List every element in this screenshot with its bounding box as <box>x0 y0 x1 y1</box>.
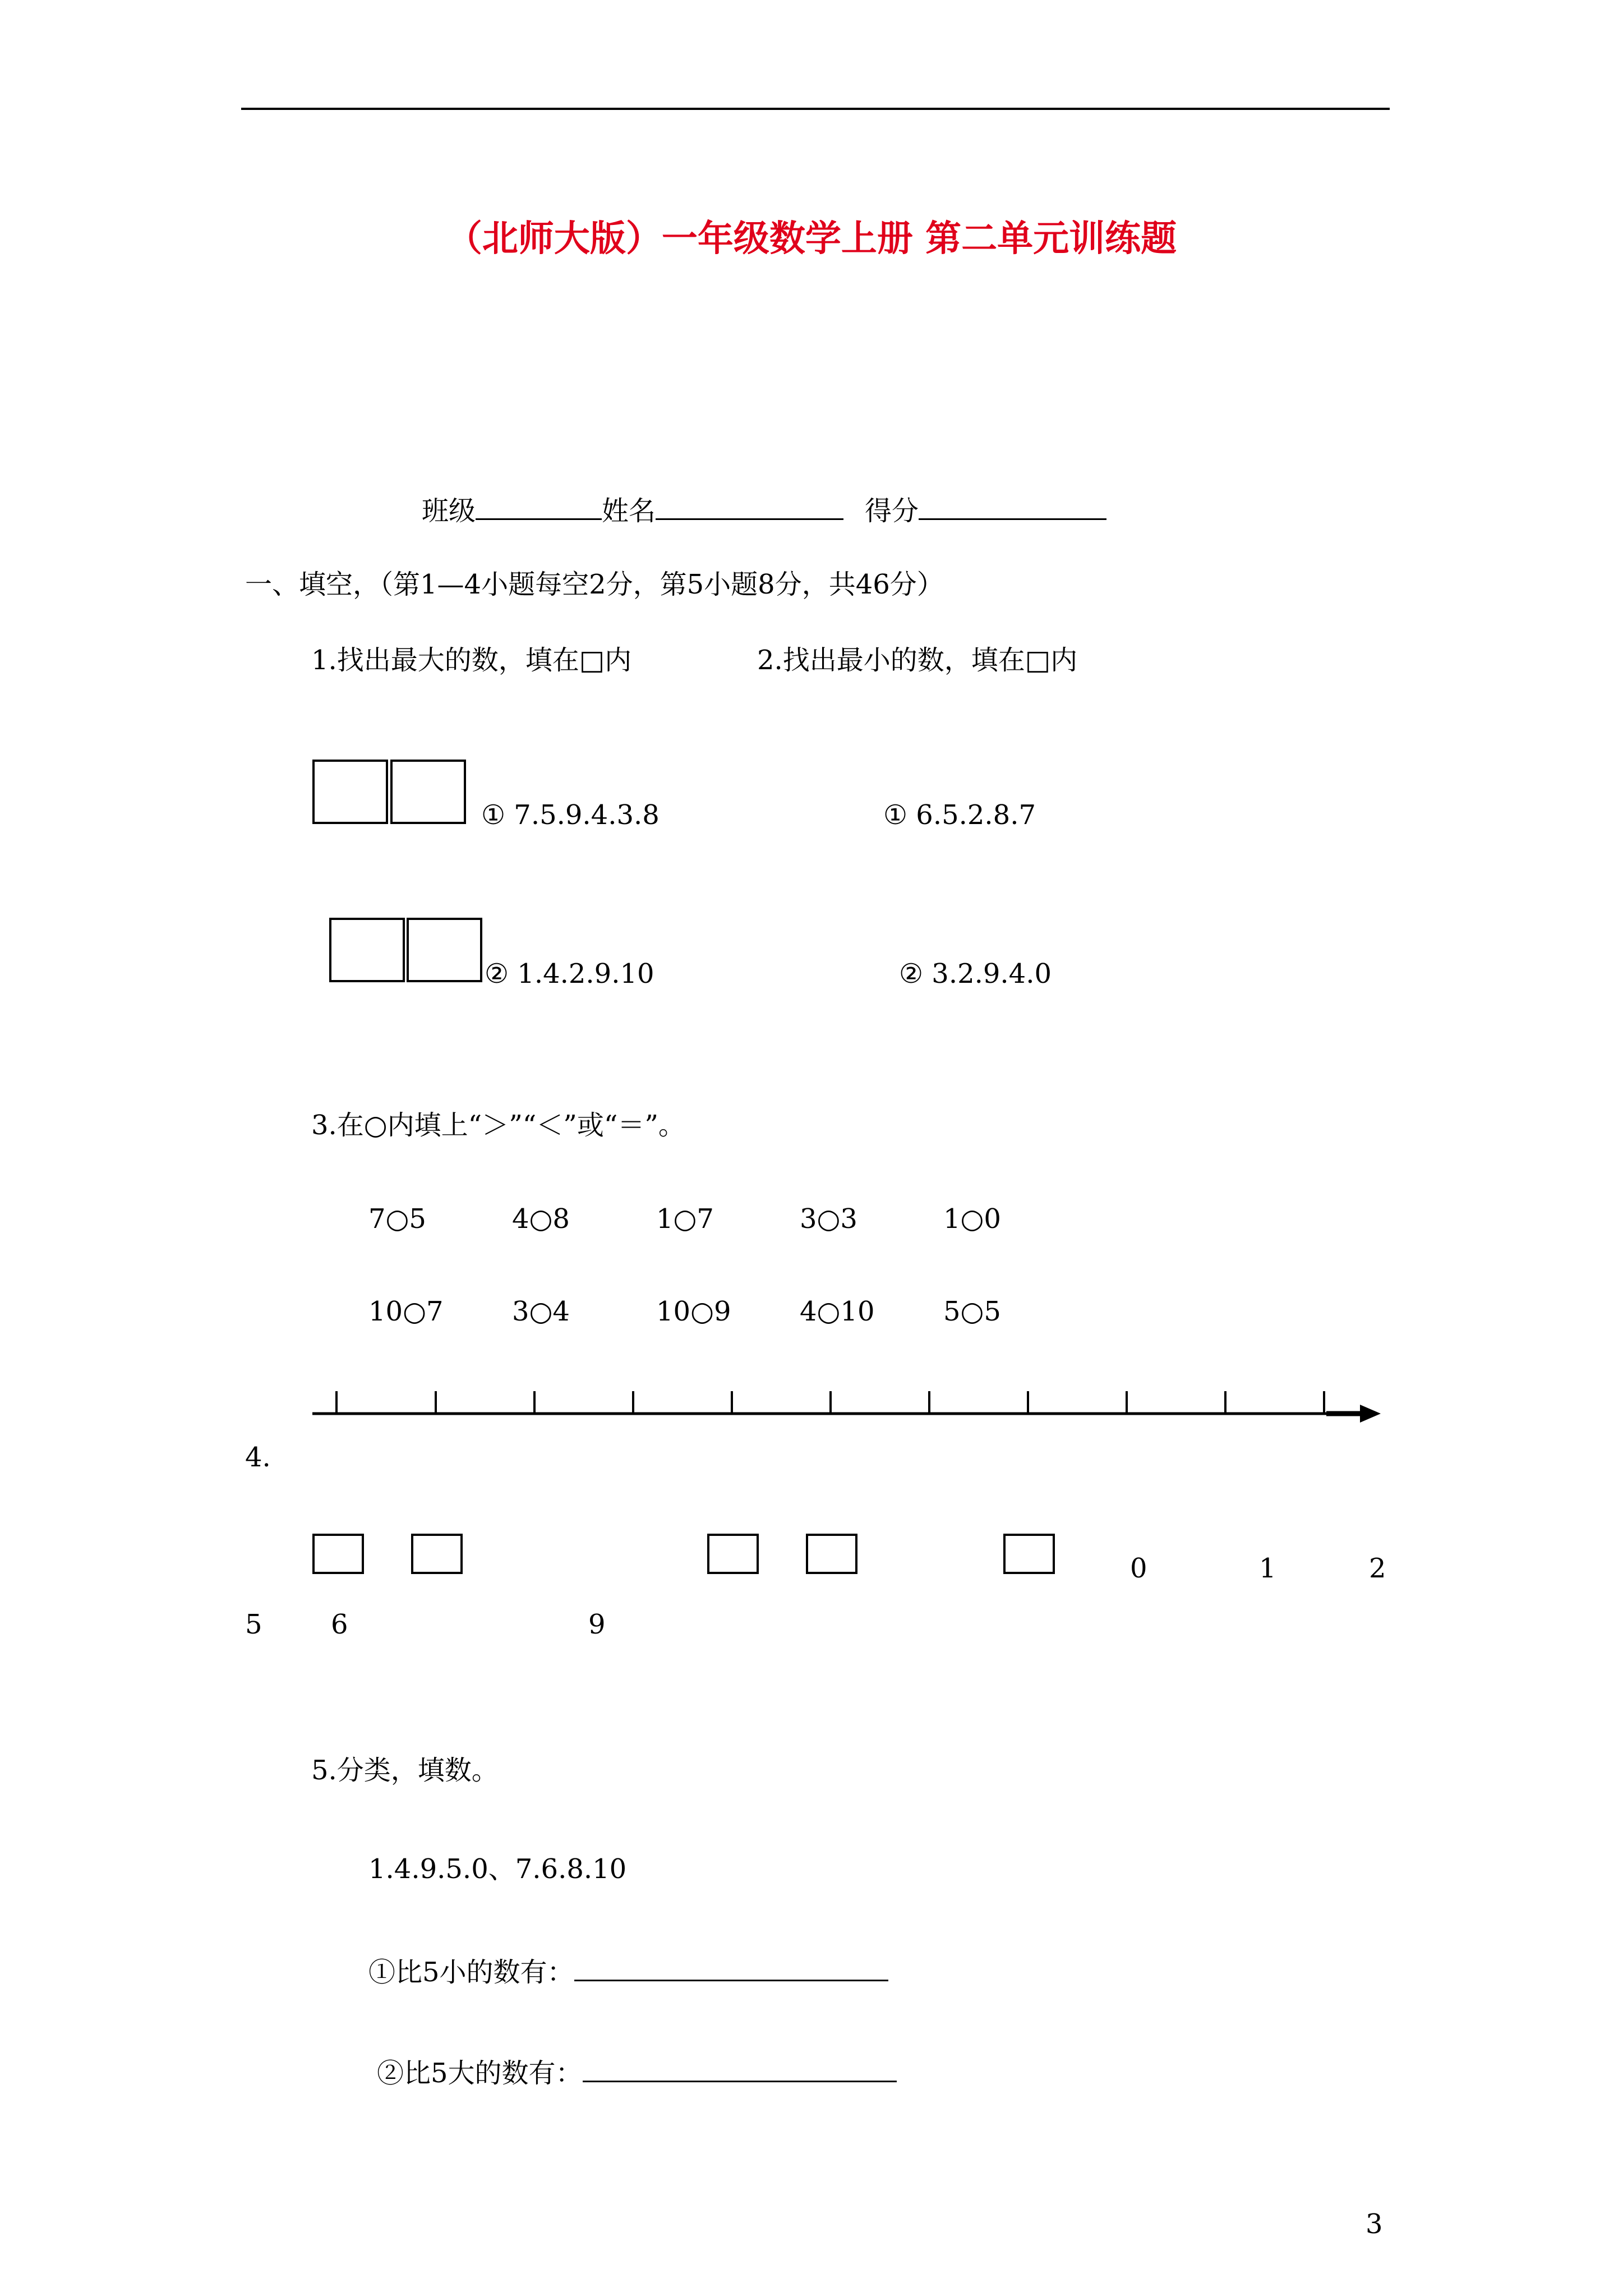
q1-item-1: ① 7.5.9.4.3.8 <box>481 799 660 831</box>
q5-bigger-blank[interactable] <box>583 2056 897 2082</box>
q4-number: 1 <box>1259 1553 1276 1584</box>
q5-smaller-label: ①比5小的数有： <box>368 1957 574 1988</box>
q1-answer-box-2b[interactable] <box>407 918 482 982</box>
q5-bigger-line <box>377 2056 897 2089</box>
q1-answer-box-1b[interactable] <box>390 760 466 824</box>
class-blank[interactable] <box>476 494 602 520</box>
q2-prompt: 2.找出最小的数，填在□内 <box>757 645 1078 676</box>
q4-answer-box[interactable] <box>312 1534 364 1574</box>
section-heading: 一、填空，（第1—4小题每空2分，第5小题8分，共46分） <box>245 569 944 600</box>
q3-compare[interactable]: 4○10 <box>800 1296 875 1327</box>
q2-item-1: ① 6.5.2.8.7 <box>883 799 1036 831</box>
q4-number: 0 <box>1130 1553 1147 1584</box>
page-number: 3 <box>1366 2208 1383 2240</box>
q4-answer-box[interactable] <box>806 1534 857 1574</box>
q5-bigger-label: ②比5大的数有： <box>377 2058 583 2089</box>
q1-prompt: 1.找出最大的数，填在□内 <box>311 645 632 676</box>
score-label: 得分 <box>865 495 919 527</box>
name-blank[interactable] <box>656 494 843 520</box>
q3-compare[interactable]: 10○7 <box>368 1296 444 1327</box>
q3-compare[interactable]: 1○0 <box>943 1203 1001 1235</box>
q3-compare[interactable]: 5○5 <box>943 1296 1001 1327</box>
q5-numbers: 1.4.9.5.0、7.6.8.10 <box>368 1853 627 1885</box>
q4-number: 9 <box>588 1609 606 1640</box>
name-label: 姓名 <box>602 495 656 527</box>
q1-answer-box-1a[interactable] <box>312 760 388 824</box>
q4-number: 2 <box>1369 1553 1386 1584</box>
q4-answer-box[interactable] <box>411 1534 463 1574</box>
q3-prompt: 3.在○内填上“＞”“＜”或“＝”。 <box>311 1110 685 1141</box>
q4-answer-box[interactable] <box>707 1534 759 1574</box>
q5-smaller-line <box>368 1955 888 1988</box>
q5-smaller-blank[interactable] <box>574 1955 888 1981</box>
student-info <box>422 494 1106 527</box>
header-rule <box>241 108 1390 110</box>
q1-item-2: ② 1.4.2.9.10 <box>485 958 654 990</box>
score-blank[interactable] <box>919 494 1106 520</box>
class-label: 班级 <box>422 495 476 527</box>
q5-prompt: 5.分类，填数。 <box>311 1755 499 1786</box>
q4-label: 4. <box>245 1442 271 1473</box>
q4-answer-box[interactable] <box>1003 1534 1055 1574</box>
q3-compare[interactable]: 3○4 <box>512 1296 570 1327</box>
q3-compare[interactable]: 10○9 <box>656 1296 731 1327</box>
q3-compare[interactable]: 3○3 <box>800 1203 857 1235</box>
q4-number: 5 <box>245 1609 262 1640</box>
q2-item-2: ② 3.2.9.4.0 <box>899 958 1052 990</box>
q3-compare[interactable]: 7○5 <box>368 1203 426 1235</box>
q3-compare[interactable]: 4○8 <box>512 1203 570 1235</box>
q3-compare[interactable]: 1○7 <box>656 1203 714 1235</box>
q4-number: 6 <box>331 1609 348 1640</box>
q1-answer-box-2a[interactable] <box>329 918 405 982</box>
page-title: （北师大版）一年级数学上册 第二单元训练题 <box>446 218 1177 260</box>
